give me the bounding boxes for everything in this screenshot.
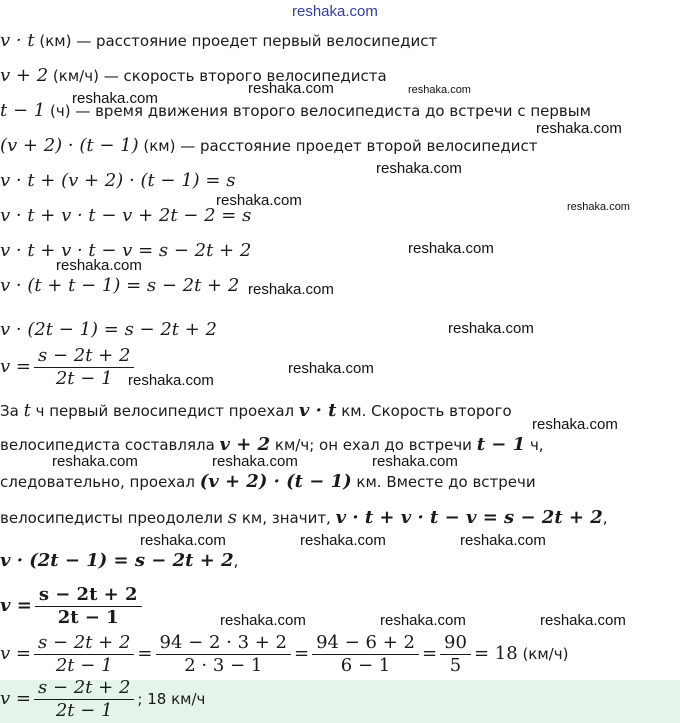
equation-1: v · t + (v + 2) · (t − 1) = s: [0, 170, 236, 191]
calc-eq3: =: [421, 643, 438, 664]
p2e: ч,: [525, 436, 544, 454]
fraction-denominator: 2t − 1: [55, 368, 113, 389]
paragraph-line-2: [0, 434, 544, 455]
p1e: км. Скорость второго: [336, 402, 512, 420]
p3a: следовательно, проехал: [0, 473, 200, 491]
math-v-plus-2: v + 2: [0, 65, 49, 86]
watermark: reshaka.com: [216, 192, 302, 209]
calc-result: = 18: [473, 643, 518, 664]
watermark: reshaka.com: [408, 240, 494, 257]
calc-f4-den: 5: [449, 655, 462, 676]
answer-text: ; 18 км/ч: [137, 690, 206, 708]
math-t-minus-1: t − 1: [0, 100, 46, 121]
calc-f4-num: 90: [440, 632, 471, 655]
equation-4: v · (t + t − 1) = s − 2t + 2: [0, 275, 240, 296]
line-1: [0, 30, 437, 51]
calc-f3-num: 94 − 6 + 2: [312, 632, 419, 655]
line-2-text: (км/ч) — скорость второго велосипедиста: [48, 67, 387, 85]
calc-unit: (км/ч): [517, 645, 569, 663]
answer: [0, 677, 205, 722]
answer-numerator: s − 2t + 2: [34, 677, 134, 700]
line-4: [0, 135, 538, 156]
watermark: reshaka.com: [52, 453, 138, 470]
fraction-numerator: s − 2t + 2: [34, 345, 134, 368]
answer-lhs: v =: [0, 688, 31, 709]
calc-f1-den: 2t − 1: [55, 655, 113, 676]
watermark: reshaka.com: [448, 320, 534, 337]
calc-lhs: v =: [0, 643, 31, 664]
equation-fraction: [0, 345, 137, 390]
calc-f2-den: 2 · 3 − 1: [184, 655, 263, 676]
watermark: reshaka.com: [288, 360, 374, 377]
bold-fraction-denominator: 2t − 1: [57, 607, 119, 628]
p3b: (v + 2) · (t − 1): [199, 471, 352, 492]
calc-fraction-3: [312, 632, 419, 677]
calc-f3-den: 6 − 1: [340, 655, 391, 676]
p1b: t: [23, 400, 31, 421]
watermark-top: reshaka.com: [292, 3, 378, 20]
calc-eq1: =: [137, 643, 153, 664]
watermark: reshaka.com: [380, 612, 466, 629]
p4a: велосипедисты преодолели: [0, 509, 228, 527]
equation-5: v · (2t − 1) = s − 2t + 2: [0, 319, 217, 340]
watermark: reshaka.com: [372, 453, 458, 470]
p1a: За: [0, 402, 24, 420]
calc-fraction-1: [34, 632, 134, 677]
answer-denominator: 2t − 1: [55, 700, 113, 721]
watermark: reshaka.com: [536, 120, 622, 137]
watermark: reshaka.com: [248, 281, 334, 298]
watermark: reshaka.com: [408, 84, 471, 96]
watermark: reshaka.com: [140, 532, 226, 549]
p2b: v + 2: [219, 434, 271, 455]
watermark: reshaka.com: [567, 201, 630, 213]
watermark: reshaka.com: [460, 532, 546, 549]
p4b: s: [227, 507, 238, 528]
equation-2: v · t + v · t − v + 2t − 2 = s: [0, 205, 252, 226]
p3c: км. Вместе до встречи: [351, 473, 536, 491]
watermark: reshaka.com: [212, 453, 298, 470]
bold-fraction-numerator: s − 2t + 2: [35, 584, 142, 607]
paragraph-line-3: [0, 471, 536, 492]
watermark: reshaka.com: [220, 612, 306, 629]
watermark: reshaka.com: [248, 80, 334, 97]
bold-equation-comma: ,: [233, 552, 239, 570]
p2d: t − 1: [476, 434, 526, 455]
calc-f1-num: s − 2t + 2: [34, 632, 134, 655]
p1d: v · t: [298, 400, 337, 421]
watermark: reshaka.com: [300, 532, 386, 549]
p1c: ч первый велосипедист проехал: [30, 402, 299, 420]
math-second-distance: (v + 2) · (t − 1): [0, 135, 139, 156]
calc-fraction-2: [156, 632, 291, 677]
watermark: reshaka.com: [532, 416, 618, 433]
watermark: reshaka.com: [128, 372, 214, 389]
p4e: ,: [602, 509, 608, 527]
calc-eq2: =: [294, 643, 310, 664]
bold-fraction-lhs: v =: [0, 595, 32, 616]
math-vt: v · t: [0, 30, 35, 51]
watermark: reshaka.com: [56, 257, 142, 274]
calculation: [0, 632, 568, 677]
bold-equation: [0, 550, 238, 571]
bold-fraction-body: [35, 584, 142, 629]
fraction-lhs: v =: [0, 356, 31, 377]
p4c: км, значит,: [237, 509, 336, 527]
p4d: v · t + v · t − v = s − 2t + 2: [335, 507, 603, 528]
p2c: км/ч; он ехал до встречи: [270, 436, 477, 454]
calc-f2-num: 94 − 2 · 3 + 2: [156, 632, 291, 655]
equation-3: v · t + v · t − v = s − 2t + 2: [0, 240, 252, 261]
answer-fraction: [34, 677, 134, 722]
line-3-text: (ч) — время движения второго велосипедиста до встречи с первым: [45, 102, 591, 120]
paragraph-line-1: [0, 400, 512, 421]
watermark: reshaka.com: [72, 90, 158, 107]
p2a: велосипедиста составляла: [0, 436, 220, 454]
paragraph-line-4: [0, 507, 608, 528]
bold-fraction: [0, 584, 145, 629]
calc-fraction-4: [440, 632, 471, 677]
line-1-text: (км) — расстояние проедет первый велосипедист: [34, 32, 438, 50]
fraction: [34, 345, 134, 390]
watermark: reshaka.com: [376, 160, 462, 177]
line-4-text: (км) — расстояние проедет второй велосипедист: [138, 137, 538, 155]
watermark: reshaka.com: [540, 612, 626, 629]
bold-equation-text: v · (2t − 1) = s − 2t + 2: [0, 550, 234, 571]
